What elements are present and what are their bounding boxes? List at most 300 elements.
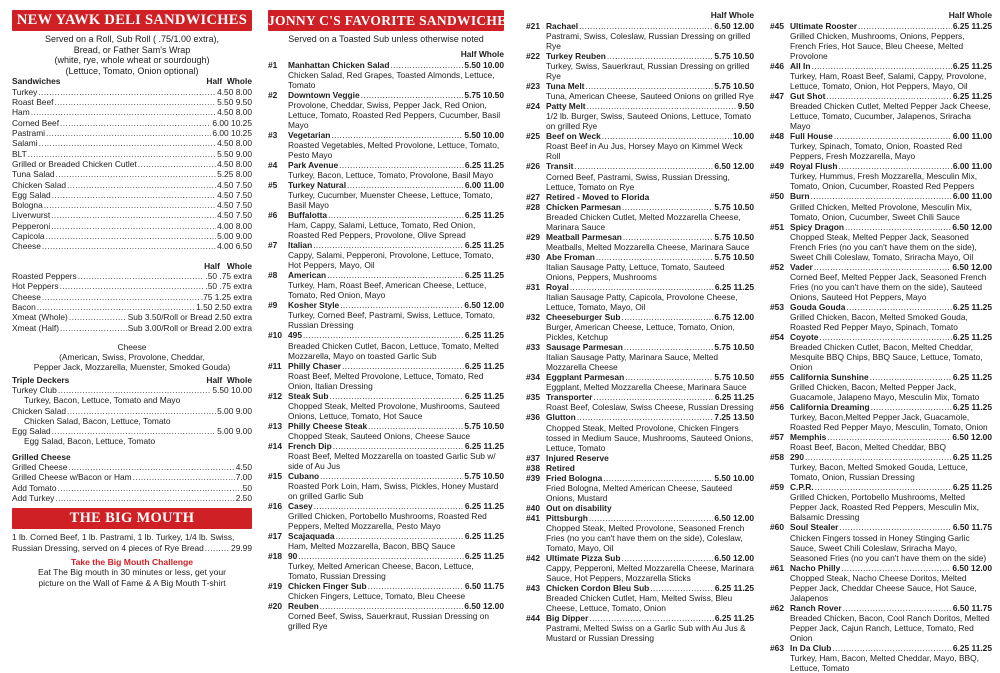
item-name: Meatball Parmesan	[546, 231, 622, 242]
menu-row	[12, 462, 252, 472]
item-number: #45	[770, 21, 784, 31]
item-number: #2	[268, 89, 278, 100]
menu-item	[268, 581, 504, 601]
item-description: Turkey, Swiss, Sauerkraut, Russian Dressing on grilled Rye	[546, 61, 750, 82]
item-number: #51	[770, 221, 784, 232]
item-price: 5.00 9.00	[217, 231, 252, 242]
menu-item-title	[770, 452, 992, 462]
favorite-list	[268, 60, 504, 632]
jonny-column	[268, 10, 515, 632]
item-description: Meatballs, Melted Mozzarella Cheese, Marinara Sauce	[546, 241, 750, 252]
triple-header	[12, 375, 252, 386]
item-name: Roast Beef	[12, 97, 54, 108]
item-name: Chicken Parmesan	[546, 201, 621, 212]
item-price: 6.00 11.00	[464, 179, 504, 190]
menu-item-title	[526, 392, 754, 402]
item-name: Chicken Cordon Bleu Sub	[546, 583, 650, 594]
item-price: 6.50 12.00	[952, 221, 992, 232]
item-number: #28	[526, 201, 540, 212]
item-price: 6.25 11.25	[464, 240, 504, 251]
item-name: Cheese	[12, 241, 41, 252]
menu-item	[770, 262, 992, 302]
menu-item	[268, 421, 504, 441]
item-name: In Da Club	[790, 642, 832, 653]
leader-dots	[650, 583, 714, 593]
leader-dots	[368, 421, 463, 431]
item-name: Corned Beef	[12, 117, 60, 128]
sandwich-list	[12, 87, 252, 252]
leader-dots	[69, 312, 127, 322]
leader-dots	[607, 51, 714, 61]
item-description: Breaded Chicken, Bacon, Cool Ranch Doritos, Melted Pepper Jack, Cajun Ranch, Lettuce, Tomato, Red Onion	[790, 612, 990, 643]
item-price: 4.50 8.00	[217, 158, 252, 169]
menu-item-title	[770, 603, 992, 613]
item-name: Chicken Finger Sub	[288, 581, 367, 592]
half-label: Half	[206, 374, 223, 385]
menu-item-title	[526, 192, 754, 202]
menu-item-title	[268, 601, 504, 611]
item-description: Pastrami, Swiss, Coleslaw, Russian Dressing on grilled Rye	[546, 31, 751, 52]
item-description: Chopped Steak, Melted Provolone, Chicken Fingers tossed in Medium Sauce, Mushrooms, Sauteed Onions, Lettuce, Tomato	[546, 422, 754, 453]
menu-item	[526, 51, 754, 81]
item-price: 6.25 11.25	[714, 583, 754, 594]
item-price: 6.75 12.00	[714, 312, 754, 323]
menu-item	[268, 361, 504, 391]
item-name: Park Avenue	[288, 159, 339, 170]
menu-item	[526, 202, 754, 232]
item-number: #29	[526, 231, 540, 242]
item-number: #49	[770, 161, 784, 172]
item-name: Roasted Peppers	[12, 271, 77, 282]
menu-item	[770, 402, 992, 432]
menu-item	[770, 131, 992, 161]
item-name: Fried Bologna	[546, 472, 603, 483]
leader-dots	[589, 613, 714, 623]
item-name: 90	[288, 551, 298, 562]
item-description: Italian Sausage Patty, Lettuce, Tomato, Sauteed Onions, Peppers, Mushrooms	[546, 261, 725, 282]
menu-item-title	[268, 160, 504, 170]
half-whole-header: Half Whole	[460, 48, 504, 59]
item-description: Breaded Chicken Cutlet, Ham, Melted Swiss, Bleu Cheese, Lettuce, Tomato, Onion	[546, 593, 733, 614]
item-name: Manhattan Chicken Salad	[288, 59, 390, 70]
menu-item	[770, 222, 992, 262]
item-description: Turkey, Bacon,Melted Pepper Jack, Guacamole, Roasted Red Pepper Mayo, Mesculin, Tomato, Onion	[790, 412, 988, 433]
leader-dots	[624, 342, 714, 352]
item-description: Roast Beef, Coleslaw, Swiss Cheese, Russian Dressing	[546, 402, 754, 413]
item-description: Turkey, Bacon, Lettuce, Tomato and Mayo	[24, 395, 181, 406]
item-name: Liverwurst	[12, 210, 51, 221]
item-price: 6.50 11.75	[952, 602, 992, 613]
menu-item-title	[268, 90, 504, 100]
leader-dots	[843, 603, 952, 613]
menu-item	[770, 432, 992, 452]
menu-item-title	[526, 372, 754, 382]
item-name: Salami	[12, 138, 38, 149]
leader-dots	[327, 270, 464, 280]
menu-row	[12, 241, 252, 251]
item-name: Steak Sub	[288, 390, 329, 401]
menu-item	[268, 501, 504, 531]
menu-item	[526, 583, 754, 613]
leader-dots	[579, 21, 713, 31]
item-price: 9.50	[737, 101, 754, 112]
challenge-title: Take the Big Mouth Challenge	[70, 556, 194, 567]
item-number: #13	[268, 420, 282, 431]
item-number: #39	[526, 472, 540, 483]
leader-dots	[594, 392, 714, 402]
leader-dots	[52, 190, 216, 200]
item-description: Tuna, American Cheese, Sauteed Onions on grilled Rye	[546, 91, 754, 102]
menu-item	[770, 603, 992, 643]
item-description: Roast Beef, Melted Provolone, Lettuce, Tomato, Red Onion, Italian Dressing	[288, 370, 484, 391]
item-price: 6.25 11.25	[464, 330, 504, 341]
item-number: #19	[268, 581, 282, 592]
item-name: Capicola	[12, 231, 45, 242]
item-name: Ultimate Rooster	[790, 21, 858, 31]
item-number: #44	[526, 613, 540, 624]
item-price: 6.50 12.00	[952, 562, 992, 573]
item-number: #35	[526, 392, 540, 403]
leader-dots	[52, 426, 216, 436]
item-name: Add Tomato	[12, 482, 57, 493]
item-number: #38	[526, 462, 540, 473]
item-number: #1	[268, 59, 278, 70]
item-price: 6.50 12.00	[952, 261, 992, 272]
item-name: 495	[288, 330, 302, 341]
leader-dots	[839, 522, 951, 532]
item-price: 6.50 11.75	[952, 522, 992, 533]
item-name: Turkey Club	[12, 385, 57, 396]
menu-item	[268, 210, 504, 240]
menu-item	[770, 161, 992, 191]
item-name: Burn	[790, 191, 810, 202]
item-name: Casey	[288, 501, 313, 511]
item-name: Philly Cheese Steak	[288, 420, 368, 431]
menu-row	[12, 323, 252, 333]
leader-dots	[390, 60, 463, 70]
menu-item-title	[770, 61, 992, 71]
item-price: 6.25 11.25	[952, 371, 992, 382]
item-number: #61	[770, 562, 784, 573]
item-number: #9	[268, 300, 278, 311]
menu-item-title	[770, 372, 992, 382]
menu-item	[526, 81, 754, 101]
challenge-line: picture on the Wall of Fame & A Big Mouth T-shirt	[38, 577, 226, 588]
item-description: Fried Bologna, Melted American Cheese, Sauteed Onions, Mustard	[546, 482, 733, 503]
item-name: Bologna	[12, 200, 43, 211]
leader-dots	[841, 563, 951, 573]
item-price: 5.50 10.00	[464, 129, 504, 140]
menu-item-title	[526, 232, 754, 242]
item-price: 6.25 11.25	[952, 331, 992, 342]
item-name: Grilled Cheese	[12, 462, 68, 473]
item-description: Roast Beef, Melted Mozzarella on toasted Garlic Sub w/ side of Au Jus	[288, 450, 496, 471]
menu-item	[268, 441, 504, 471]
item-price: 4.00 8.00	[217, 220, 252, 231]
leader-dots	[298, 551, 464, 561]
menu-item	[526, 21, 754, 51]
menu-item	[526, 342, 754, 372]
item-price: 4.50	[235, 462, 252, 473]
item-number: #60	[770, 522, 784, 533]
item-price: 5.75 10.50	[714, 81, 754, 92]
leader-dots	[621, 553, 713, 563]
item-price: 6.50 12.00	[464, 300, 504, 311]
item-name: Patty Melt	[546, 101, 586, 112]
leader-dots	[320, 601, 464, 611]
extras-header	[12, 261, 252, 272]
menu-item	[268, 60, 504, 90]
item-description: Grilled Chicken, Portobello Mushrooms, Melted Pepper Jack, Roasted Red Peppers, Mesculin Mix, Balsamic Dressing	[790, 492, 979, 523]
leader-dots	[834, 131, 952, 141]
item-price: .50	[240, 482, 252, 493]
leader-dots	[67, 406, 216, 416]
item-name: Pastrami	[12, 128, 46, 139]
menu-row	[12, 406, 252, 416]
half-label: Half	[206, 76, 223, 87]
item-number: #63	[770, 642, 784, 653]
item-price: 6.00 10.25	[212, 128, 252, 139]
menu-item-title	[526, 503, 754, 513]
item-price: 6.00 11.00	[952, 191, 992, 202]
item-description: Chopped Steak, Melted Provolone, Mushrooms, Sauteed Onions, Lettuce, Tomato, Hot Sauce	[288, 400, 500, 421]
leader-dots	[54, 97, 216, 107]
menu-item-title	[268, 581, 504, 591]
item-name: Injured Reserve	[546, 452, 609, 463]
item-name: Rachael	[546, 21, 579, 31]
menu-row	[12, 169, 252, 179]
item-number: #46	[770, 61, 784, 72]
item-price: 5.00 9.00	[217, 426, 252, 437]
leader-dots	[603, 473, 713, 483]
leader-dots	[38, 87, 216, 97]
leader-dots	[133, 472, 235, 482]
item-description: Turkey, Ham, Roast Beef, American Cheese, Lettuce, Tomato, Red Onion, Mayo	[288, 280, 487, 301]
leader-dots	[46, 128, 211, 138]
leader-dots	[368, 581, 464, 591]
item-number: #58	[770, 452, 784, 463]
sandwiches-header	[12, 76, 252, 87]
menu-item-title	[268, 60, 504, 70]
leader-dots	[870, 372, 952, 382]
item-description: Chicken Fingers, Lettuce, Tomato, Bleu Cheese	[288, 591, 466, 602]
item-description: Turkey, Ham, Roast Beef, Salami, Cappy, Provolone, Lettuce, Tomato, Onion, Hot Peppers, Mayo, Oil	[790, 71, 987, 92]
section-title: Grilled Cheese	[12, 451, 71, 462]
item-number: #5	[268, 179, 278, 190]
menu-row	[12, 149, 252, 159]
item-description: Roasted Vegetables, Melted Provolone, Lettuce, Tomato, Pesto Mayo	[288, 139, 500, 160]
menu-item-title	[770, 522, 992, 532]
item-description: Roast Beef in Au Jus, Horsey Mayo on Kimmel Weck Roll	[546, 141, 743, 162]
challenge-line: Eat The Big mouth in 30 minutes or less, get your	[37, 567, 227, 578]
item-number: #52	[770, 261, 784, 272]
leader-dots	[574, 161, 713, 171]
menu-item-title	[526, 463, 754, 473]
menu-item-title	[770, 262, 992, 272]
item-number: #48	[770, 131, 784, 142]
item-description: Burger, American Cheese, Lettuce, Tomato, Onion, Pickles, Ketchup	[546, 322, 735, 343]
item-name: Grilled Cheese w/Bacon or Ham	[12, 472, 132, 483]
item-price: 6.25 11.25	[714, 281, 754, 292]
leader-dots	[320, 471, 463, 481]
item-name: Ranch Rover	[790, 602, 842, 613]
leader-dots	[832, 643, 951, 653]
item-description: Chicken Salad, Red Grapes, Toasted Almonds, Lettuce, Tomato	[288, 69, 495, 90]
menu-item-title	[526, 252, 754, 262]
menu-item-title	[770, 161, 992, 171]
menu-row	[12, 138, 252, 148]
item-number: #23	[526, 81, 540, 92]
item-price: 5.50 10.00	[212, 385, 252, 396]
item-description: Turkey, Cucumber, Muenster Cheese, Lettuce, Tomato, Basil Mayo	[288, 190, 493, 211]
menu-item	[268, 130, 504, 160]
menu-item-title	[268, 471, 504, 481]
leader-dots	[339, 160, 464, 170]
bigmouth-price-row	[12, 543, 252, 553]
item-number: #4	[268, 159, 278, 170]
menu-item-title	[268, 210, 504, 220]
item-price: 6.25 11.25	[464, 551, 504, 562]
item-price: 6.25 11.25	[952, 301, 992, 312]
menu-row	[12, 118, 252, 128]
leader-dots	[347, 180, 464, 190]
item-number: #22	[526, 51, 540, 62]
menu-row	[12, 180, 252, 190]
cheese-note-line: Pepper Jack, Mozzarella, Muenster, Smoked Gouda)	[33, 362, 231, 373]
item-price: 4.50 7.50	[217, 210, 252, 221]
leader-dots	[328, 210, 464, 220]
item-number: #20	[268, 601, 282, 612]
bigmouth-line: 1 lb. Corned Beef, 1 lb. Pastrami, 1 lb. Turkey, 1/4 lb. Swiss,	[12, 532, 235, 543]
item-price: 6.50 12.00	[714, 21, 754, 31]
item-price: 6.25 11.25	[464, 440, 504, 451]
menu-item-title	[268, 240, 504, 250]
leader-dots	[871, 402, 952, 412]
item-price: 6.25 11.25	[952, 402, 992, 413]
leader-dots	[67, 180, 216, 190]
item-description: Grilled Chicken, Mushrooms, Onions, Peppers, French Fries, Hot Sauce, Bleu Cheese, Melted Provolone	[790, 31, 965, 62]
item-description: Breaded Chicken Cutlet, Bacon, Lettuce, Tomato, Melted Mozzarella, Mayo on toasted Garlic Sub	[288, 340, 499, 361]
item-number: #24	[526, 101, 540, 112]
menu-item-title	[526, 583, 754, 593]
leader-dots	[596, 252, 714, 262]
item-number: #3	[268, 129, 278, 140]
intro-line: (white, rye, whole wheat or sourdough)	[54, 55, 210, 66]
menu-row	[12, 231, 252, 241]
deli-column	[12, 10, 252, 588]
leader-dots	[602, 131, 732, 141]
cheese-note-line: (American, Swiss, Provolone, Cheddar,	[59, 352, 205, 363]
item-name: Nacho Philly	[790, 562, 841, 573]
menu-item	[526, 473, 754, 503]
item-name: Spicy Dragon	[790, 221, 844, 232]
half-label: Half	[204, 260, 220, 271]
leader-dots	[815, 482, 952, 492]
leader-dots	[340, 300, 463, 310]
leader-dots	[51, 221, 216, 231]
item-price: .50 .75 extra	[205, 281, 252, 292]
item-price: 6.25 11.25	[952, 21, 992, 31]
menu-item-title	[268, 270, 504, 280]
item-price: 6.25 11.25	[464, 531, 504, 542]
item-description: Ham, Melted Mozzarella, Bacon, BBQ Sauce	[288, 541, 456, 552]
leader-dots	[814, 262, 952, 272]
item-name: Out on disability	[546, 502, 612, 513]
item-description: Turkey, Hummus, Fresh Mozzarella, Mesculin Mix, Tomato, Onion, Cucumber, Roasted Red Peppers	[790, 171, 978, 192]
item-number: #10	[268, 330, 282, 341]
menu-item	[526, 252, 754, 282]
menu-row	[12, 128, 252, 138]
menu-item	[770, 91, 992, 131]
whole-label: Whole	[226, 374, 252, 385]
item-price: 6.50 12.00	[952, 432, 992, 443]
menu-item-title	[770, 21, 992, 31]
menu-item	[526, 282, 754, 312]
item-name: Turkey Natural	[288, 179, 347, 190]
item-price: 6.00 11.00	[952, 161, 992, 172]
extras-list	[12, 271, 252, 333]
item-name: American	[288, 270, 327, 281]
menu-item	[526, 553, 754, 583]
menu-item	[770, 302, 992, 332]
leader-dots	[811, 191, 952, 201]
item-price: 4.50 8.00	[217, 107, 252, 118]
item-price: 6.25 11.25	[464, 159, 504, 170]
menu-row	[12, 97, 252, 107]
item-name: Ultimate Pizza Sub	[546, 552, 621, 563]
menu-item-title	[526, 312, 754, 322]
item-price: 4.50 8.00	[217, 138, 252, 149]
leader-dots	[336, 531, 464, 541]
leader-dots	[60, 323, 127, 333]
leader-dots	[330, 391, 464, 401]
item-price: 6.50 12.00	[714, 552, 754, 563]
menu-item-title	[770, 402, 992, 412]
menu-row	[12, 210, 252, 220]
item-name: Egg Salad	[12, 189, 51, 200]
menu-item	[268, 160, 504, 180]
leader-dots	[625, 372, 713, 382]
menu-item-title	[526, 161, 754, 171]
item-name: Abe Froman	[546, 251, 595, 262]
item-description: Breaded Chicken Cutlet, Bacon, Melted Cheddar, Mesquite BBQ Chips, BBQ Sauce, Lettuce, Tomato, Onion	[790, 341, 983, 372]
item-name: 290	[790, 452, 804, 463]
leader-dots	[570, 282, 714, 292]
menu-item	[770, 452, 992, 482]
whole-label: Whole	[226, 76, 252, 87]
menu-row	[12, 385, 252, 395]
item-name: Buffalotta	[288, 210, 328, 221]
menu-row	[12, 281, 252, 291]
item-number: #6	[268, 210, 278, 221]
leader-dots	[56, 169, 217, 179]
item-number: #56	[770, 402, 784, 413]
menu-item-title	[526, 202, 754, 212]
menu-item	[526, 613, 754, 643]
menu-item-title	[268, 391, 504, 401]
menu-item	[526, 513, 754, 553]
item-name: Vegetarian	[288, 129, 331, 140]
grilled-list	[12, 462, 252, 503]
intro-line: (Lettuce, Tomato, Onion optional)	[65, 65, 199, 76]
menu-row	[12, 483, 252, 493]
item-description: Breaded Chicken Cutlet, Melted Mozzarella Cheese, Marinara Sauce	[546, 211, 741, 232]
item-price: 6.25 11.25	[952, 91, 992, 102]
menu-row	[12, 87, 252, 97]
item-description: Grilled Chicken, Melted Provolone, Mesculin Mix, Tomato, Onion, Cucumber, Sweet Chili Sauce	[790, 201, 972, 222]
menu-item-title	[526, 131, 754, 141]
menu-item	[268, 531, 504, 551]
